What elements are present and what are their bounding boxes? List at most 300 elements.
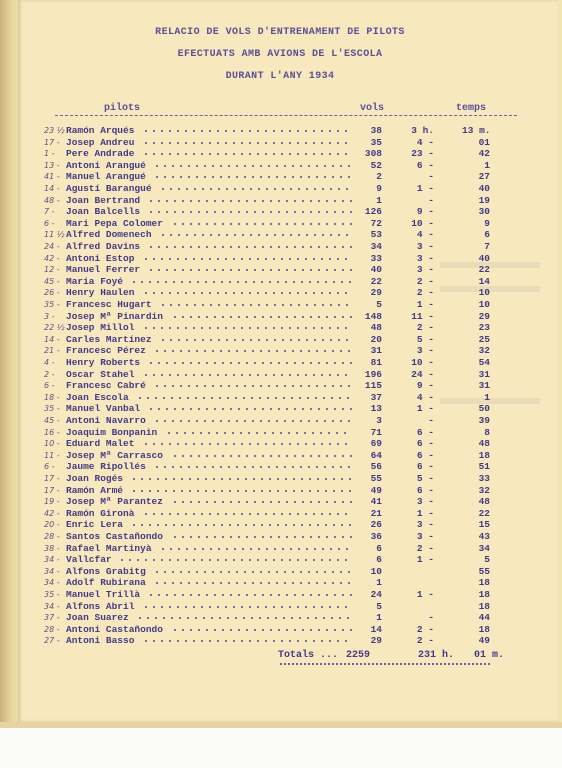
hours-value: 6 - — [416, 159, 434, 171]
margin-note: 21 - — [44, 346, 60, 356]
minutes-value: 9 — [484, 217, 490, 229]
flight-count: 126 — [364, 206, 382, 218]
pilot-name: Manuel Trillà — [66, 589, 141, 600]
minutes-value: 18 — [478, 577, 490, 589]
hours-value: 6 - — [416, 426, 434, 438]
dot-leader — [153, 385, 352, 387]
minutes-value: 44 — [478, 612, 490, 624]
minutes-value: 39 — [478, 415, 490, 426]
dot-leader — [118, 559, 352, 561]
minutes-value: 49 — [478, 635, 490, 647]
pilot-name: Antoni Basso — [66, 635, 135, 647]
hours-value: - — [428, 171, 434, 183]
flight-count: 48 — [370, 322, 382, 334]
margin-note: 11 - — [44, 450, 60, 460]
pilot-name: Alfred Davins — [66, 241, 141, 252]
margin-note: 10 - — [44, 439, 60, 449]
table-row — [0, 334, 562, 345]
minutes-value: 40 — [478, 183, 490, 194]
margin-note: 18 - — [44, 392, 60, 402]
minutes-value: 40 — [478, 252, 490, 264]
hours-value: 10 - — [411, 357, 434, 368]
margin-note: 12 - — [44, 265, 60, 275]
hours-value: 2 - — [416, 275, 434, 287]
pilot-name: Joan Escola — [66, 391, 129, 403]
table-row — [0, 229, 562, 240]
totals-hours: 231 h. — [418, 650, 455, 661]
pilot-name: Eduard Malet — [66, 438, 135, 450]
flight-count: 6 — [376, 542, 382, 554]
hours-value: 6 - — [416, 461, 434, 473]
minutes-value: 10 — [478, 287, 490, 299]
pilot-name: Francesc Cabré — [66, 380, 146, 392]
margin-note: 11 ½ — [44, 230, 65, 240]
hours-value: - — [428, 612, 434, 624]
table-row — [0, 171, 562, 182]
minutes-value: 18 — [478, 449, 490, 461]
minutes-value: 14 — [478, 275, 490, 287]
minutes-value: 31 — [478, 380, 490, 392]
totals-minutes: 01 m. — [474, 650, 505, 661]
dot-leader — [153, 165, 352, 167]
dot-leader — [130, 490, 352, 492]
hours-value: 1 - — [416, 554, 434, 566]
hours-value: 3 - — [416, 519, 434, 531]
margin-note: 16 - — [44, 427, 60, 437]
margin-note: 17 - — [44, 474, 60, 483]
column-header-temps: temps — [456, 103, 487, 114]
dot-leader — [130, 281, 352, 283]
table-row — [0, 461, 562, 472]
flight-count: 38 — [370, 125, 382, 136]
minutes-value: 10 — [478, 299, 490, 310]
dot-leader — [147, 408, 352, 410]
pilot-name: Mari Pepa Colomer — [66, 217, 163, 229]
dot-leader — [171, 501, 352, 503]
table-row — [0, 125, 562, 136]
minutes-value: 25 — [478, 333, 490, 345]
hours-value: 3 - — [416, 345, 434, 357]
hours-value: 2 - — [416, 322, 434, 334]
flight-count: 49 — [370, 484, 382, 496]
margin-note: 3 - — [44, 311, 55, 321]
margin-note: 1 - — [44, 149, 55, 159]
flight-count: 3 — [376, 415, 382, 426]
table-row — [0, 415, 562, 426]
hours-value: 2 - — [416, 635, 434, 647]
hours-value: 4 - — [416, 229, 434, 241]
pilot-name: Pere Andrade — [66, 148, 135, 160]
margin-note: 20 - — [44, 520, 60, 530]
dot-leader — [153, 350, 352, 352]
table-row — [0, 554, 562, 565]
table-row — [0, 137, 562, 148]
margin-note: 22 ½ — [44, 323, 65, 333]
flight-count: 56 — [370, 461, 382, 473]
dot-leader — [147, 211, 352, 213]
flight-count: 33 — [370, 252, 382, 264]
minutes-value: 27 — [478, 171, 490, 183]
flight-count: 40 — [370, 264, 382, 276]
pilot-name: Maria Foyé — [66, 275, 124, 287]
table-row — [0, 508, 562, 519]
minutes-value: 42 — [478, 148, 490, 160]
margin-note: 14 - — [44, 184, 60, 193]
margin-note: 24 - — [44, 242, 60, 251]
column-header-vols: vols — [360, 103, 385, 114]
pilot-name: Josep Mª Pinardin — [66, 310, 163, 322]
minutes-value: 43 — [478, 531, 490, 542]
dot-leader — [136, 397, 352, 399]
minutes-value: 6 — [484, 229, 490, 241]
pilot-name: Rafael Martinyà — [66, 542, 152, 554]
margin-note: 38 - — [44, 543, 60, 553]
pilot-name: Jaume Ripollés — [66, 461, 146, 473]
table-row — [0, 485, 562, 496]
flight-count: 26 — [370, 519, 382, 531]
flight-count: 14 — [370, 623, 382, 635]
table-row — [0, 438, 562, 449]
table-row — [0, 195, 562, 206]
dot-leader — [142, 374, 352, 376]
dot-leader — [165, 432, 352, 434]
table-row — [0, 241, 562, 252]
minutes-value: 34 — [478, 542, 490, 554]
document-title: RELACIO DE VOLS D'ENTRENAMENT DE PILOTS — [155, 27, 405, 38]
table-row — [0, 543, 562, 554]
minutes-value: 30 — [478, 206, 490, 218]
flight-count: 22 — [370, 275, 382, 287]
pilot-name: Joan Suarez — [66, 612, 129, 624]
flight-count: 148 — [364, 310, 382, 322]
document-subtitle: EFECTUATS AMB AVIONS DE L'ESCOLA — [177, 49, 383, 60]
pilot-name: Joan Bertrand — [66, 194, 141, 206]
minutes-value: 22 — [478, 264, 490, 276]
hours-value: 3 - — [416, 264, 434, 276]
dot-leader — [142, 142, 352, 144]
dot-leader — [130, 478, 352, 480]
table-row — [0, 299, 562, 310]
minutes-value: 29 — [478, 310, 490, 322]
dot-leader — [136, 617, 352, 619]
flight-count: 34 — [370, 241, 382, 252]
hours-value: 9 - — [416, 380, 434, 392]
table-row — [0, 392, 562, 403]
dot-leader — [171, 536, 352, 538]
margin-note: 35 - — [44, 404, 60, 414]
minutes-value: 48 — [478, 438, 490, 450]
margin-note: 13 - — [44, 160, 60, 170]
dot-leader — [159, 548, 352, 550]
dot-leader — [153, 176, 352, 178]
dot-leader — [171, 629, 352, 631]
pilot-name: Manuel Arangué — [66, 171, 146, 183]
hours-value: 1 - — [416, 299, 434, 310]
hours-value: 1 - — [416, 183, 434, 194]
margin-note: 4 - — [44, 358, 55, 367]
table-row — [0, 566, 562, 577]
flight-count: 1 — [376, 612, 382, 624]
flight-count: 36 — [370, 531, 382, 542]
flight-count: 6 — [376, 554, 382, 566]
dot-leader — [147, 269, 352, 271]
table-row — [0, 589, 562, 600]
hours-value: 24 - — [411, 368, 434, 380]
flight-count: 9 — [376, 183, 382, 194]
hours-value: - — [428, 194, 434, 206]
margin-note: 34 - — [44, 566, 60, 576]
flight-count: 1 — [376, 577, 382, 589]
totals-rule — [280, 663, 490, 665]
table-row — [0, 206, 562, 217]
margin-note: 35 - — [44, 590, 60, 599]
flight-count: 72 — [370, 217, 382, 229]
pilot-name: Josep Millol — [66, 322, 135, 334]
table-row — [0, 473, 562, 484]
hours-value: 2 - — [416, 287, 434, 299]
margin-note: 17 - — [44, 137, 60, 147]
table-row — [0, 369, 562, 380]
hours-value: 5 - — [416, 333, 434, 345]
hours-value: 4 - — [416, 391, 434, 403]
pilot-name: Santos Castañondo — [66, 531, 163, 542]
hours-value: 11 - — [411, 310, 434, 322]
table-row — [0, 635, 562, 646]
dot-leader — [171, 316, 352, 318]
margin-note: 45 - — [44, 276, 60, 286]
minutes-value: 19 — [478, 194, 490, 206]
dot-leader — [159, 234, 352, 236]
table-row — [0, 531, 562, 542]
hours-value: 6 - — [416, 438, 434, 450]
margin-note: 34 - — [44, 578, 60, 588]
pilot-name: Josep Mª Carrasco — [66, 449, 163, 461]
minutes-value: 18 — [478, 600, 490, 612]
hours-value: - — [428, 415, 434, 426]
dot-leader — [142, 292, 352, 294]
pilot-name: Adolf Rubirana — [66, 577, 146, 589]
pilot-name: Joan Rogés — [66, 473, 124, 484]
flight-count: 37 — [370, 391, 382, 403]
margin-note: 6 - — [44, 381, 55, 391]
flight-count: 21 — [370, 507, 382, 519]
dot-leader — [142, 130, 352, 132]
dot-leader — [159, 304, 352, 306]
minutes-value: 22 — [478, 507, 490, 519]
dot-leader — [159, 339, 352, 341]
flight-count: 69 — [370, 438, 382, 450]
minutes-value: 1 — [484, 391, 490, 403]
hours-value: 1 - — [416, 403, 434, 415]
table-row — [0, 577, 562, 588]
hours-value: 2 - — [416, 623, 434, 635]
dot-leader — [153, 420, 352, 422]
pilot-name: Ramón Armé — [66, 484, 124, 496]
table-row — [0, 519, 562, 530]
pilot-name: Ramón Gironà — [66, 507, 135, 519]
dot-leader — [171, 455, 352, 457]
flight-count: 31 — [370, 345, 382, 357]
pilot-name: Josep Andreu — [66, 136, 135, 148]
flight-count: 41 — [370, 496, 382, 508]
column-header-pilots: pilots — [104, 103, 141, 114]
hours-value: 6 - — [416, 449, 434, 461]
minutes-value: 7 — [484, 241, 490, 252]
minutes-value: 15 — [478, 519, 490, 531]
minutes-value: 51 — [478, 461, 490, 473]
totals-vols: 2259 — [346, 650, 371, 661]
flight-count: 13 — [370, 403, 382, 415]
table-row — [0, 287, 562, 298]
hours-value: 3 h. — [411, 125, 434, 136]
margin-note: 17 - — [44, 485, 60, 495]
margin-note: 7 - — [44, 207, 55, 217]
minutes-value: 23 — [478, 322, 490, 334]
minutes-value: 01 — [478, 136, 490, 148]
hours-value: 1 - — [416, 507, 434, 519]
flight-count: 10 — [370, 565, 382, 577]
pilot-name: Francesc Pérez — [66, 345, 146, 357]
margin-note: 34 - — [44, 601, 60, 611]
background-surface — [0, 728, 562, 768]
margin-note: 28 - — [44, 624, 60, 634]
flight-count: 308 — [364, 148, 382, 160]
minutes-value: 32 — [478, 484, 490, 496]
table-row — [0, 218, 562, 229]
dot-leader — [130, 524, 352, 526]
pilot-name: Agustí Barangué — [66, 183, 152, 194]
dot-leader — [142, 443, 352, 445]
table-row — [0, 403, 562, 414]
hours-value: 23 - — [411, 148, 434, 160]
flight-count: 29 — [370, 287, 382, 299]
margin-note: 14 - — [44, 334, 60, 344]
table-row — [0, 612, 562, 623]
table-row — [0, 624, 562, 635]
minutes-value: 31 — [478, 368, 490, 380]
table-row — [0, 264, 562, 275]
minutes-value: 48 — [478, 496, 490, 508]
flight-count: 196 — [364, 368, 382, 380]
pilot-name: Antoni Arangué — [66, 159, 146, 171]
margin-note: 26 - — [44, 288, 60, 298]
margin-note: 42 - — [44, 253, 60, 263]
minutes-value: 50 — [478, 403, 490, 415]
pilot-name: Manuel Vanbal — [66, 403, 141, 415]
minutes-value: 18 — [478, 589, 490, 600]
table-row — [0, 427, 562, 438]
pilot-name: Henry Haulen — [66, 287, 135, 299]
margin-note: 37 - — [44, 613, 60, 623]
minutes-value: 54 — [478, 357, 490, 368]
hours-value: 6 - — [416, 484, 434, 496]
pilot-name: Joaquim Bonpanin — [66, 426, 158, 438]
dot-leader — [147, 594, 352, 596]
margin-note: 45 - — [44, 416, 60, 425]
table-row — [0, 357, 562, 368]
dot-leader — [147, 200, 352, 202]
table-row — [0, 496, 562, 507]
flight-count: 53 — [370, 229, 382, 241]
dot-leader — [142, 258, 352, 260]
pilot-name: Antoni Navarro — [66, 415, 146, 426]
pilot-name: Antoni Castañondo — [66, 623, 163, 635]
dot-leader — [142, 606, 352, 608]
dot-leader — [142, 513, 352, 515]
flight-count: 5 — [376, 600, 382, 612]
flight-count: 52 — [370, 159, 382, 171]
flight-count: 2 — [376, 171, 382, 183]
margin-note: 6 - — [44, 462, 55, 472]
table-row — [0, 345, 562, 356]
hours-value: 5 - — [416, 473, 434, 484]
pilot-name: Alfred Domenech — [66, 229, 152, 241]
table-row — [0, 450, 562, 461]
flight-count: 55 — [370, 473, 382, 484]
minutes-value: 8 — [484, 426, 490, 438]
pilot-name: Enric Lera — [66, 519, 124, 531]
pilot-name: Antoni Estop — [66, 252, 135, 264]
table-row — [0, 601, 562, 612]
pilot-name: Henry Roberts — [66, 357, 141, 368]
hours-value: 2 - — [416, 542, 434, 554]
flight-count: 115 — [364, 380, 382, 392]
dot-leader — [153, 582, 352, 584]
margin-note: 28 - — [44, 532, 60, 541]
table-row — [0, 322, 562, 333]
margin-note: 42 - — [44, 508, 60, 518]
table-row — [0, 160, 562, 171]
pilot-name: Manuel Ferrer — [66, 264, 141, 276]
table-row — [0, 380, 562, 391]
margin-note: 6 - — [44, 218, 55, 228]
flight-count: 29 — [370, 635, 382, 647]
pilot-name: Alfons Abril — [66, 600, 135, 612]
pilot-name: Vallcfar — [66, 554, 112, 566]
hours-value: 9 - — [416, 206, 434, 218]
table-row — [0, 253, 562, 264]
margin-note: 48 - — [44, 195, 60, 205]
pilot-name: Carles Martínez — [66, 333, 152, 345]
dot-leader — [153, 571, 352, 573]
minutes-value: 32 — [478, 345, 490, 357]
totals-label: Totals ... — [278, 650, 339, 661]
minutes-value: 5 — [484, 554, 490, 566]
document-year: DURANT L'ANY 1934 — [225, 71, 335, 82]
minutes-value: 1 — [484, 159, 490, 171]
table-row — [0, 183, 562, 194]
flight-count: 81 — [370, 357, 382, 368]
dot-leader — [142, 153, 352, 155]
table-row — [0, 276, 562, 287]
hours-value: 1 - — [416, 589, 434, 600]
flight-count: 64 — [370, 449, 382, 461]
margin-note: 23 ½ — [44, 126, 65, 135]
flight-count: 35 — [370, 136, 382, 148]
pilot-name: Alfons Grabitg — [66, 565, 146, 577]
hours-value: 3 - — [416, 241, 434, 252]
flight-count: 20 — [370, 333, 382, 345]
pilot-name: Oscar Stahel — [66, 368, 135, 380]
dot-leader — [142, 327, 352, 329]
dot-leader — [142, 640, 352, 642]
flight-count: 24 — [370, 589, 382, 600]
minutes-value: 18 — [478, 623, 490, 635]
hours-value: 3 - — [416, 252, 434, 264]
flight-count: 71 — [370, 426, 382, 438]
flight-count: 5 — [376, 299, 382, 310]
hours-value: 4 - — [416, 136, 434, 148]
